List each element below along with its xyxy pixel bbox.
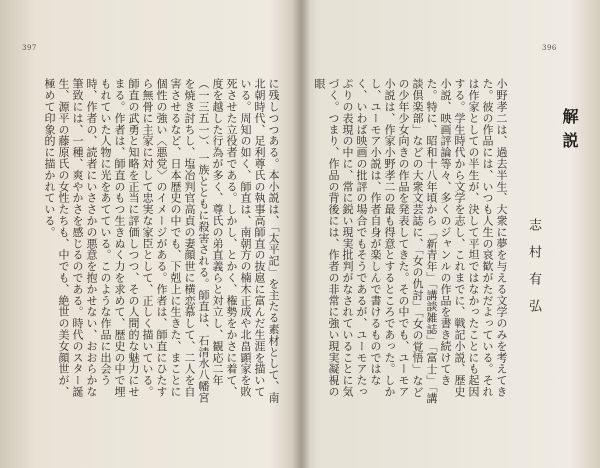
author-name: 志村有弘 <box>526 218 541 326</box>
right-page-body-text: 小野孝二は、過去半生、大衆に夢を与える文学のみを考えてきた。彼の作品には、いつも人生の哀歓がただよっている。それは作家としての半生が、決して平坦ではなかったことにも起因する。学生時代から文学を志し、これまでに、戦記小説、歴史小説、映画評論等々、多くのジャンルの作品を書き続けてきた。特に、昭和十八年頃から「新青年」「講談雑誌」「富士」「講談倶楽部」などの大衆文芸誌に、「女の仇討」「女の覚悟」などの少年少女向きの作品を発表してきた。その中でも、ユーモア小説は、作家小野孝二の最も得意とするところであった。しかし、ユーモア小説は、作者自身が楽しんで書けるものではなく、いわば映画の批評の場合でもそうであるが、ユーモアたっぷりの表現の中に、常に鋭い現実批判がなされていることに気づく。つまり、作品の背後には、作者の非常に強い現実凝視の眼 <box>313 78 508 404</box>
left-page-body-text: に残しつつある。本小説は、「太平記」を主たる素材として、南北朝時代、足利尊氏の執事高師直の抜扈に富んだ生涯を描いている。周知の如く、師直は、南朝方の楠木正成や北畠顕家を敗死させた立役者である。しかし、とかく、権勢をかさに着て、度を越した行為が多く、尊氏の弟直義らと対立し、観応二年（一三五一）、一族とともに殺害される。師直は、石清水八幡宮を焼き討ちし、塩冶判官高貞の妻顔世に横恋慕して、二人を自害させるなど、日本歴史の中でも、下剋上に生きた、まことに個性の強い〈悪党〉のイメージがある。作者は、師直にひたすら無骨に主家に対して忠実な家臣として、正しく描いている。師直の武勇と知略を正当に評価しつつ、その人間的な魅力にせまる。作者は、師直のもつ生きぬく力を求めて、歴史の中で埋もれていた人物に光をあてている。このような作品に出会う時、作者の、読者にいささかの悪意を抱かせない、おおらかな筆致には、一種、爽やかさを感じるのである。時代のスター誕生、源平の藤原氏の女性たちも、中でも、絶世の美女顔世が、極めて印象的に描かれている。 <box>43 78 280 404</box>
page-number-left: 397 <box>22 44 37 52</box>
left-page <box>0 0 298 468</box>
page-number-right: 396 <box>542 44 557 52</box>
section-heading: 解説 <box>560 108 579 156</box>
right-page <box>302 0 600 468</box>
